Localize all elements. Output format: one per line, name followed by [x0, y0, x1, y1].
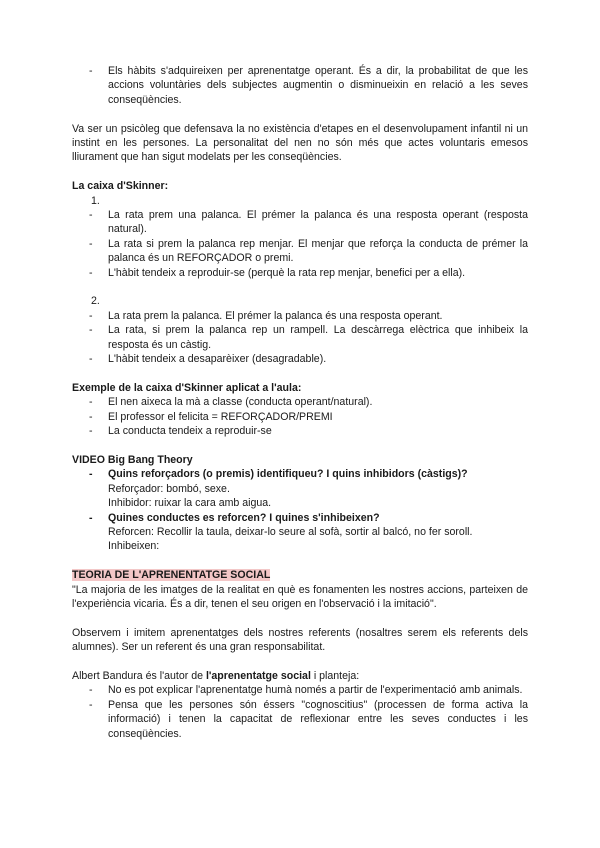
- list-item: - Pensa que les persones són éssers "cognoscitius" (processen de forma activa la informació) i tenen la capacitat de reflexionar entre les seves conductes i les conseqüències.: [89, 698, 528, 740]
- question-text: Quins reforçadors (o premis) identifiqueu? I quins inhibidors (càstigs)?: [108, 468, 468, 481]
- bandura-text-pre: Albert Bandura és l'autor de: [72, 669, 206, 682]
- list-item: - Els hàbits s'adquireixen per aprenentatge operant. És a dir, la probabilitat de que les accions voluntàries dels subjectes augmentin o disminueixin en relació a les seves conseqüències.: [89, 65, 528, 106]
- list-item: - El nen aixeca la mà a classe (conducta operant/natural).: [89, 396, 373, 409]
- list-item-question: - Quines conductes es reforcen? I quines s'inhibeixen?: [89, 511, 380, 524]
- list-item: - La rata si prem la palanca rep menjar. El menjar que reforça la conducta de prémer la palanca és un REFORÇADOR o premi.: [89, 237, 528, 265]
- list-item-text: El professor el felicita = REFORÇADOR/PREMI: [108, 410, 333, 423]
- section-heading-classroom: Exemple de la caixa d'Skinner aplicat a l'aula:: [72, 381, 302, 394]
- section-heading-skinner-box: La caixa d'Skinner:: [72, 180, 169, 193]
- list-item-text: L'hàbit tendeix a reproduir-se (perquè la rata rep menjar, benefici per a ella).: [108, 266, 466, 279]
- list-item-text: La rata, si prem la palanca rep un rampell. La descàrrega elèctrica que inhibeix la resposta és un càstig.: [108, 324, 528, 351]
- list-item: - La rata, si prem la palanca rep un rampell. La descàrrega elèctrica que inhibeix la resposta és un càstig.: [89, 324, 528, 351]
- list-item-text: La rata prem la palanca. El prémer la palanca és una resposta operant.: [108, 309, 443, 322]
- intro-paragraph: Va ser un psicòleg que defensava la no existència d'etapes en el desenvolupament infantil ni un instint en les persones. La personalitat del nen no són més que actes voluntaris emesos lliurament que han sigut modelats per les conseqüències.: [72, 122, 528, 164]
- list-item: - L'hàbit tendeix a desaparèixer (desagradable).: [89, 353, 327, 366]
- list-item-text: La conducta tendeix a reproduir-se: [108, 425, 272, 438]
- list-item: - La conducta tendeix a reproduir-se: [89, 425, 272, 438]
- observe-paragraph: Observem i imitem aprenentatges dels nostres referents (nosaltres serem els referents dels alumnes). Ser un referent és una gran responsabilitat.: [72, 626, 528, 654]
- list-item-text: L'hàbit tendeix a desaparèixer (desagradable).: [108, 353, 327, 366]
- document-body: [72, 64, 528, 741]
- answer-line: Reforcen: Recollir la taula, deixar-lo seure al sofà, sortir al balcó, no fer soroll.: [108, 525, 473, 538]
- list-number: 1.: [91, 194, 100, 207]
- answer-line: Reforçador: bombó, sexe.: [108, 482, 230, 495]
- section-heading-social-learning: [72, 568, 528, 582]
- bandura-text-post: i planteja:: [310, 669, 360, 682]
- section-heading-video: VIDEO Big Bang Theory: [72, 453, 193, 466]
- list-item: - L'hàbit tendeix a reproduir-se (perquè la rata rep menjar, benefici per a ella).: [89, 266, 466, 279]
- list-item: - La rata prem la palanca. El prémer la palanca és una resposta operant.: [89, 309, 443, 322]
- quote-paragraph: "La majoria de les imatges de la realitat en què es fonamenten les nostres accions, parteixen de l'experiència vicaria. És a dir, tenen el seu origen en l'observació i la imitació".: [72, 583, 528, 610]
- bandura-text-bold: l'aprenentatge social: [205, 669, 311, 682]
- list-item: - El professor el felicita = REFORÇADOR/PREMI: [89, 410, 333, 423]
- list-number: 2.: [91, 295, 100, 308]
- list-item: - No es pot explicar l'aprenentatge humà només a partir de l'experimentació amb animals.: [89, 684, 523, 697]
- list-item-text: Els hàbits s'adquireixen per aprenentatge operant. És a dir, la probabilitat de que les accions voluntàries dels subjectes augmentin o disminueixin en relació a les seves conseqüències.: [108, 65, 528, 106]
- answer-line: Inhibidor: ruixar la cara amb aigua.: [108, 497, 272, 510]
- answer-line: Inhibeixen:: [108, 540, 160, 553]
- highlighted-heading: TEORIA DE L'APRENENTATGE SOCIAL: [72, 569, 271, 582]
- question-text: Quines conductes es reforcen? I quines s'inhibeixen?: [108, 511, 380, 524]
- list-item-text: No es pot explicar l'aprenentatge humà només a partir de l'experimentació amb animals.: [108, 684, 523, 697]
- list-item: - La rata prem una palanca. El prémer la palanca és una resposta operant (resposta natural).: [89, 209, 528, 236]
- list-item-text: La rata prem una palanca. El prémer la palanca és una resposta operant (resposta natural).: [108, 209, 528, 236]
- list-item-text: La rata si prem la palanca rep menjar. El menjar que reforça la conducta de prémer la palanca és un REFORÇADOR o premi.: [108, 237, 528, 265]
- list-item-question: - Quins reforçadors (o premis) identifiqueu? I quins inhibidors (càstigs)?: [89, 468, 468, 481]
- list-item-text: El nen aixeca la mà a classe (conducta operant/natural).: [108, 396, 373, 409]
- list-item-text: Pensa que les persones són éssers "cognoscitius" (processen de forma activa la informació) i tenen la capacitat de reflexionar entre les seves conductes i les conseqüències.: [108, 698, 528, 740]
- bandura-paragraph: [72, 669, 528, 683]
